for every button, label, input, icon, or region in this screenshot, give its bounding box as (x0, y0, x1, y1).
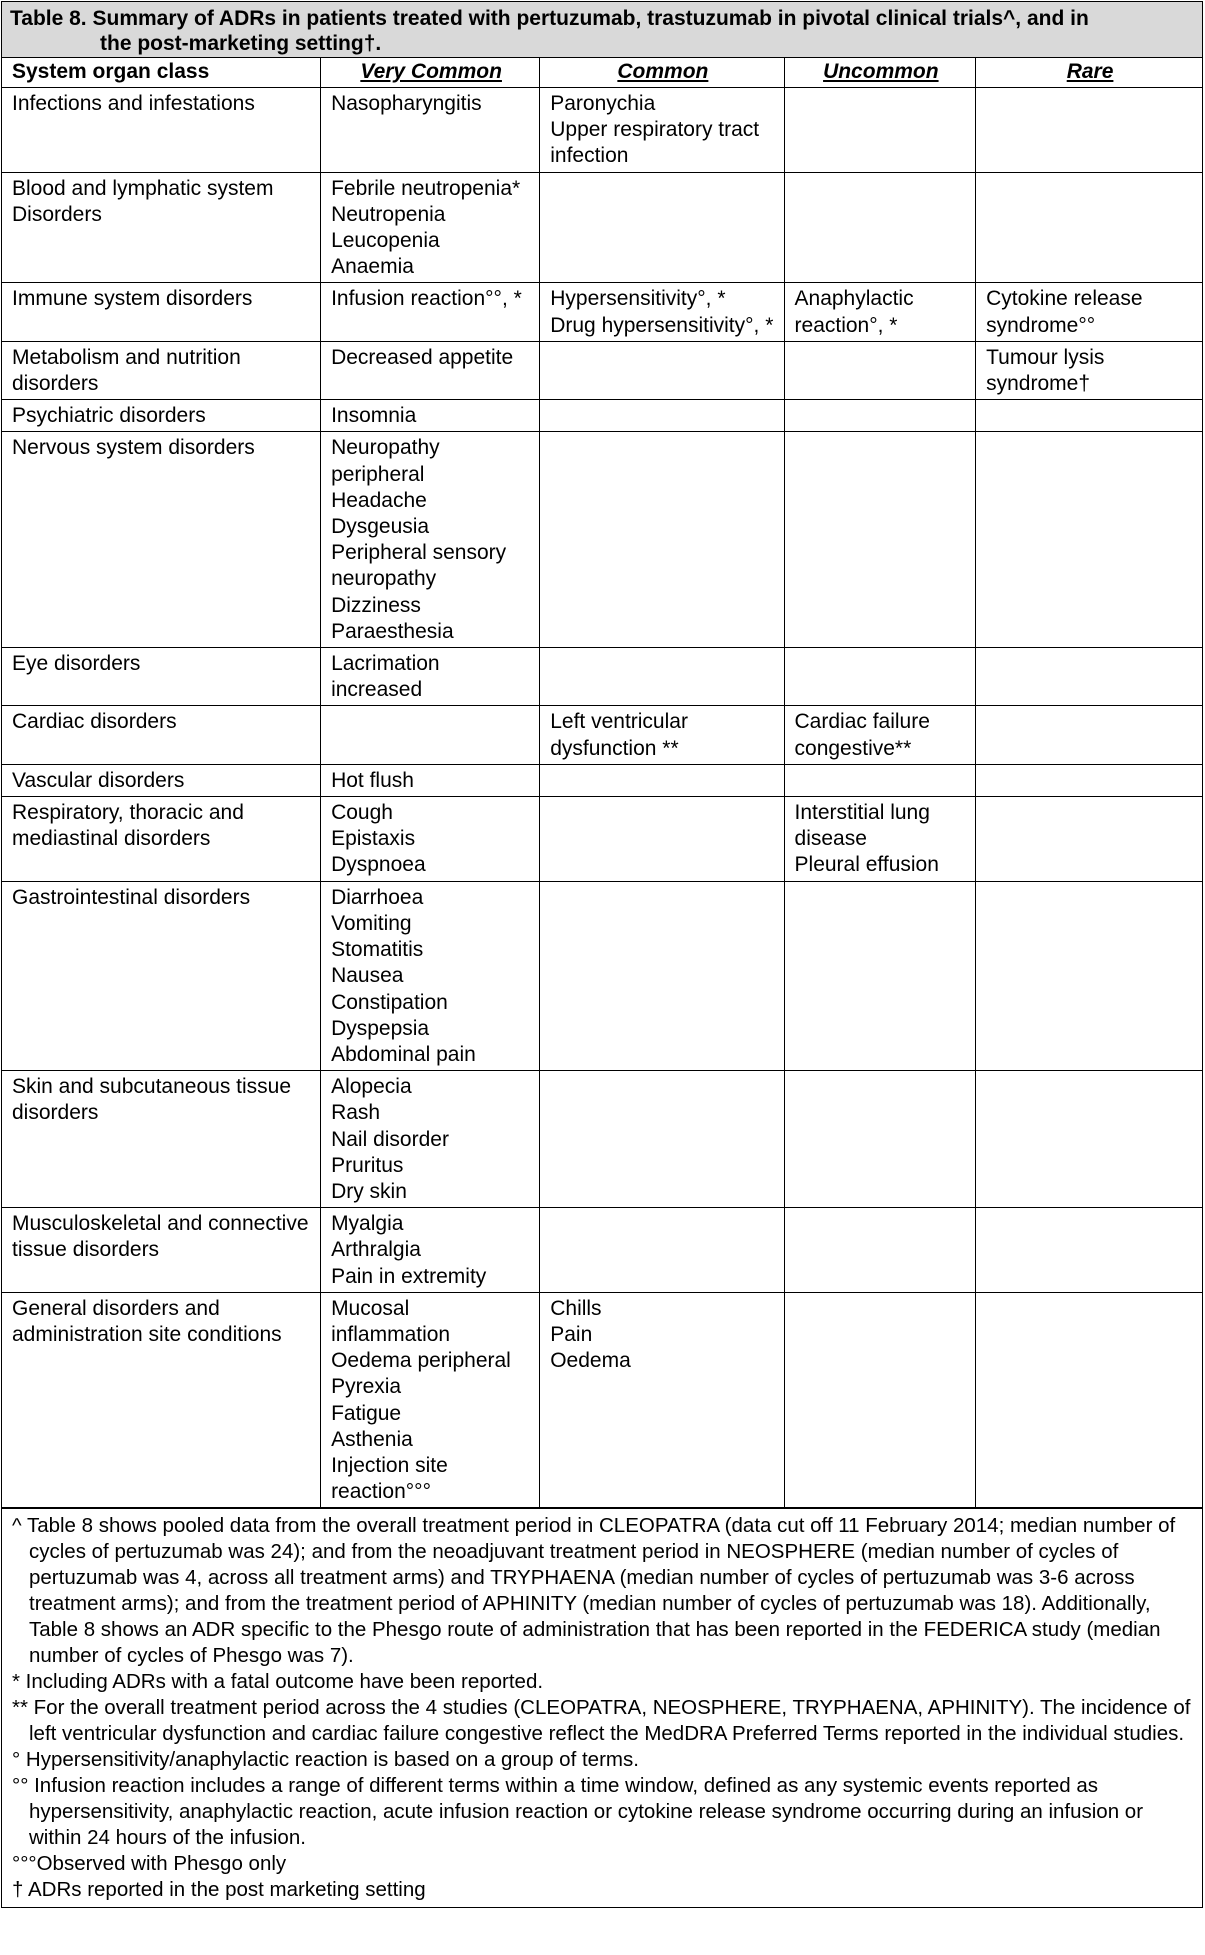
cell-common (540, 172, 784, 283)
cell-line: administration site conditions (12, 1322, 282, 1346)
cell-common (540, 1071, 784, 1208)
cell-line: Alopecia (331, 1075, 412, 1099)
cell-rare (976, 88, 1202, 173)
cell-common (540, 648, 784, 706)
cell-uncommon (784, 432, 976, 648)
header-system-organ-class: System organ class (2, 58, 321, 88)
cell-line: Metabolism and nutrition (12, 345, 241, 369)
cell-system-organ-class (2, 1208, 321, 1293)
cell-line: syndrome† (986, 372, 1091, 396)
cell-line: Disorders (12, 202, 102, 226)
table-row (2, 341, 1202, 399)
table-row (2, 1071, 1202, 1208)
footnote: °°°Observed with Phesgo only (12, 1852, 287, 1876)
table-row (2, 400, 1202, 432)
cell-line: disease (794, 827, 867, 851)
cell-uncommon (784, 88, 976, 173)
cell-line: Upper respiratory tract (550, 118, 760, 142)
cell-line: Arthralgia (331, 1238, 421, 1262)
cell-line: Diarrhoea (331, 885, 424, 909)
cell-line: Dyspnoea (331, 853, 426, 877)
cell-very-common (321, 706, 540, 764)
cell-very-common (321, 283, 540, 341)
cell-line: Pain in extremity (331, 1264, 487, 1288)
cell-line: Cough (331, 801, 393, 825)
cell-common (540, 797, 784, 882)
cell-line: Tumour lysis (986, 345, 1105, 369)
cell-line: Paronychia (550, 92, 656, 115)
cell-line: Anaphylactic (794, 287, 914, 311)
cell-very-common (321, 432, 540, 648)
cell-common (540, 1208, 784, 1293)
footnote: ° Hypersensitivity/anaphylactic reaction is based on a group of terms. (12, 1748, 639, 1772)
cell-line: Musculoskeletal and connective (12, 1212, 309, 1236)
cell-rare (976, 432, 1202, 648)
cell-line: Left ventricular (550, 710, 688, 734)
table-row (2, 1208, 1202, 1293)
cell-rare (976, 706, 1202, 764)
cell-line: Insomnia (331, 404, 417, 428)
cell-very-common (321, 797, 540, 882)
cell-line: Drug hypersensitivity°, * (550, 313, 774, 337)
cell-line: Psychiatric disorders (12, 404, 206, 428)
cell-line: Hot flush (331, 768, 414, 792)
cell-system-organ-class (2, 88, 321, 173)
cell-common (540, 706, 784, 764)
cell-system-organ-class (2, 648, 321, 706)
cell-line: Pleural effusion (794, 853, 939, 877)
cell-line: Vascular disorders (12, 768, 185, 792)
cell-line: Dry skin (331, 1179, 407, 1203)
footnote: °° Infusion reaction includes a range of different terms within a time window, defined as any systemic events reported as hypersensitivity, anaphylactic reaction, acute infusion reaction or cytokine release syndrome occurring during an infusion or within 24 hours of the infusion. (12, 1774, 1144, 1850)
cell-line: Epistaxis (331, 827, 416, 851)
cell-line: Dizziness (331, 593, 421, 617)
cell-rare (976, 648, 1202, 706)
cell-very-common (321, 1208, 540, 1293)
cell-very-common (321, 172, 540, 283)
cell-line: disorders (12, 1101, 99, 1125)
cell-line: inflammation (331, 1322, 451, 1346)
caption-label: Table 8. (10, 7, 87, 30)
cell-line: Dysgeusia (331, 515, 430, 539)
cell-line: Pruritus (331, 1153, 404, 1177)
caption-line-1: Summary of ADRs in patients treated with pertuzumab, trastuzumab in pivotal clinical trials^, and in (92, 7, 1089, 30)
cell-line: Blood and lymphatic system (12, 176, 274, 200)
cell-very-common (321, 881, 540, 1070)
table-row (2, 283, 1202, 341)
cell-line: Oedema peripheral (331, 1349, 511, 1373)
footnote: ** For the overall treatment period across the 4 studies (CLEOPATRA, NEOSPHERE, TRYPHAENA, APHINITY). The incidence of left ventricular dysfunction and cardiac failure congestive reflect the MedDRA Preferred Terms reported in the individual studies. (12, 1696, 1191, 1746)
table-row (2, 881, 1202, 1070)
cell-rare (976, 764, 1202, 796)
cell-uncommon (784, 283, 976, 341)
cell-line: Lacrimation (331, 652, 440, 676)
table-row (2, 88, 1202, 173)
cell-very-common (321, 88, 540, 173)
table-row (2, 648, 1202, 706)
table-row (2, 706, 1202, 764)
cell-line: Nausea (331, 964, 404, 988)
caption-line-2: the post-marketing setting†. (100, 32, 382, 55)
cell-rare (976, 797, 1202, 882)
cell-uncommon (784, 881, 976, 1070)
cell-uncommon (784, 1071, 976, 1208)
cell-uncommon (784, 1292, 976, 1508)
cell-line: Paraesthesia (331, 619, 454, 643)
header-row (2, 58, 1202, 88)
cell-line: Nasopharyngitis (331, 92, 482, 115)
header-rare: Rare (976, 58, 1202, 88)
cell-line: neuropathy (331, 567, 437, 591)
cell-system-organ-class (2, 764, 321, 796)
cell-line: Cardiac failure (794, 710, 930, 734)
cell-uncommon (784, 172, 976, 283)
cell-line: Asthenia (331, 1427, 413, 1451)
cell-line: Dyspepsia (331, 1016, 430, 1040)
cell-line: Rash (331, 1101, 381, 1125)
cell-common (540, 881, 784, 1070)
cell-common (540, 283, 784, 341)
cell-very-common (321, 764, 540, 796)
cell-rare (976, 1071, 1202, 1208)
cell-common (540, 88, 784, 173)
cell-line: General disorders and (12, 1296, 220, 1320)
footnote: † ADRs reported in the post marketing setting (12, 1878, 426, 1902)
cell-system-organ-class (2, 797, 321, 882)
cell-common (540, 1292, 784, 1508)
cell-common (540, 341, 784, 399)
cell-line: reaction°°° (331, 1480, 431, 1504)
cell-uncommon (784, 1208, 976, 1293)
cell-uncommon (784, 341, 976, 399)
cell-system-organ-class (2, 1292, 321, 1508)
cell-uncommon (784, 706, 976, 764)
cell-system-organ-class (2, 706, 321, 764)
cell-line: Cytokine release (986, 287, 1143, 311)
adr-table (2, 58, 1202, 1508)
cell-very-common (321, 1292, 540, 1508)
table-row (2, 764, 1202, 796)
table-body (2, 88, 1202, 1508)
cell-common (540, 400, 784, 432)
cell-line: Neuropathy (331, 436, 440, 460)
cell-rare (976, 283, 1202, 341)
cell-rare (976, 1292, 1202, 1508)
cell-line: Stomatitis (331, 938, 424, 962)
cell-line: Mucosal (331, 1296, 410, 1320)
cell-very-common (321, 341, 540, 399)
cell-very-common (321, 648, 540, 706)
cell-rare (976, 881, 1202, 1070)
cell-line: Pyrexia (331, 1375, 402, 1399)
adr-table-frame (1, 1, 1203, 1908)
cell-line: Nail disorder (331, 1127, 449, 1151)
cell-system-organ-class (2, 881, 321, 1070)
header-common: Common (540, 58, 784, 88)
table-caption (2, 2, 1202, 58)
cell-line: syndrome°° (986, 313, 1096, 337)
cell-system-organ-class (2, 432, 321, 648)
cell-rare (976, 172, 1202, 283)
cell-system-organ-class (2, 1071, 321, 1208)
cell-line: Immune system disorders (12, 287, 253, 311)
cell-rare (976, 1208, 1202, 1293)
cell-line: Pain (550, 1322, 593, 1346)
cell-line: dysfunction ** (550, 736, 679, 760)
cell-line: Headache (331, 488, 427, 512)
cell-line: Gastrointestinal disorders (12, 885, 251, 909)
table-row (2, 1292, 1202, 1508)
cell-system-organ-class (2, 341, 321, 399)
cell-line: Decreased appetite (331, 345, 514, 369)
cell-uncommon (784, 797, 976, 882)
cell-line: Infections and infestations (12, 92, 255, 115)
cell-uncommon (784, 764, 976, 796)
cell-common (540, 432, 784, 648)
cell-line: Myalgia (331, 1212, 404, 1236)
cell-line: peripheral (331, 462, 425, 486)
cell-line: disorders (12, 372, 99, 396)
cell-line: Injection site (331, 1453, 448, 1477)
cell-line: Vomiting (331, 911, 412, 935)
cell-system-organ-class (2, 283, 321, 341)
table-row (2, 797, 1202, 882)
cell-line: Respiratory, thoracic and (12, 801, 244, 825)
cell-line: Cardiac disorders (12, 710, 177, 734)
cell-line: Peripheral sensory (331, 541, 507, 565)
footnote: * Including ADRs with a fatal outcome have been reported. (12, 1670, 544, 1694)
cell-common (540, 764, 784, 796)
cell-uncommon (784, 400, 976, 432)
cell-line: mediastinal disorders (12, 827, 211, 851)
cell-line: Constipation (331, 990, 448, 1014)
cell-system-organ-class (2, 400, 321, 432)
cell-rare (976, 341, 1202, 399)
header-uncommon: Uncommon (784, 58, 976, 88)
cell-line: Hypersensitivity°, * (550, 287, 726, 311)
cell-system-organ-class (2, 172, 321, 283)
cell-line: tissue disorders (12, 1238, 160, 1262)
cell-line: Neutropenia (331, 202, 446, 226)
cell-line: Abdominal pain (331, 1042, 476, 1066)
cell-line: Interstitial lung (794, 801, 930, 825)
footnote: ^ Table 8 shows pooled data from the overall treatment period in CLEOPATRA (data cut off 11 February 2014; median number of cycles of pertuzumab was 24); and from the neoadjuvant treatment period in NEOSPHERE (median number of cycles of pertuzumab was 4, across all treatment arms) and TRYPHAENA (median number of cycles of pertuzumab was 3-6 across treatment arms); and from the treatment period of APHINITY (median number of cycles of pertuzumab was 18). Additionally, Table 8 shows an ADR specific to the Phesgo route of administration that has been reported in the FEDERICA study (median number of cycles of Phesgo was 7). (12, 1514, 1176, 1668)
cell-line: Nervous system disorders (12, 436, 255, 460)
cell-line: Chills (550, 1296, 602, 1320)
cell-line: Infusion reaction°°, * (331, 287, 522, 311)
cell-line: increased (331, 678, 423, 702)
table-row (2, 172, 1202, 283)
cell-very-common (321, 1071, 540, 1208)
cell-line: Oedema (550, 1349, 631, 1373)
cell-line: reaction°, * (794, 313, 898, 337)
cell-uncommon (784, 648, 976, 706)
cell-rare (976, 400, 1202, 432)
cell-line: Skin and subcutaneous tissue (12, 1075, 292, 1099)
cell-line: Fatigue (331, 1401, 402, 1425)
table-row (2, 432, 1202, 648)
cell-line: Eye disorders (12, 652, 141, 676)
cell-line: infection (550, 144, 629, 168)
footnotes (2, 1508, 1202, 1907)
cell-line: Anaemia (331, 255, 414, 279)
cell-line: Leucopenia (331, 229, 440, 253)
cell-line: congestive** (794, 736, 912, 760)
header-very-common: Very Common (321, 58, 540, 88)
cell-very-common (321, 400, 540, 432)
cell-line: Febrile neutropenia* (331, 176, 521, 200)
